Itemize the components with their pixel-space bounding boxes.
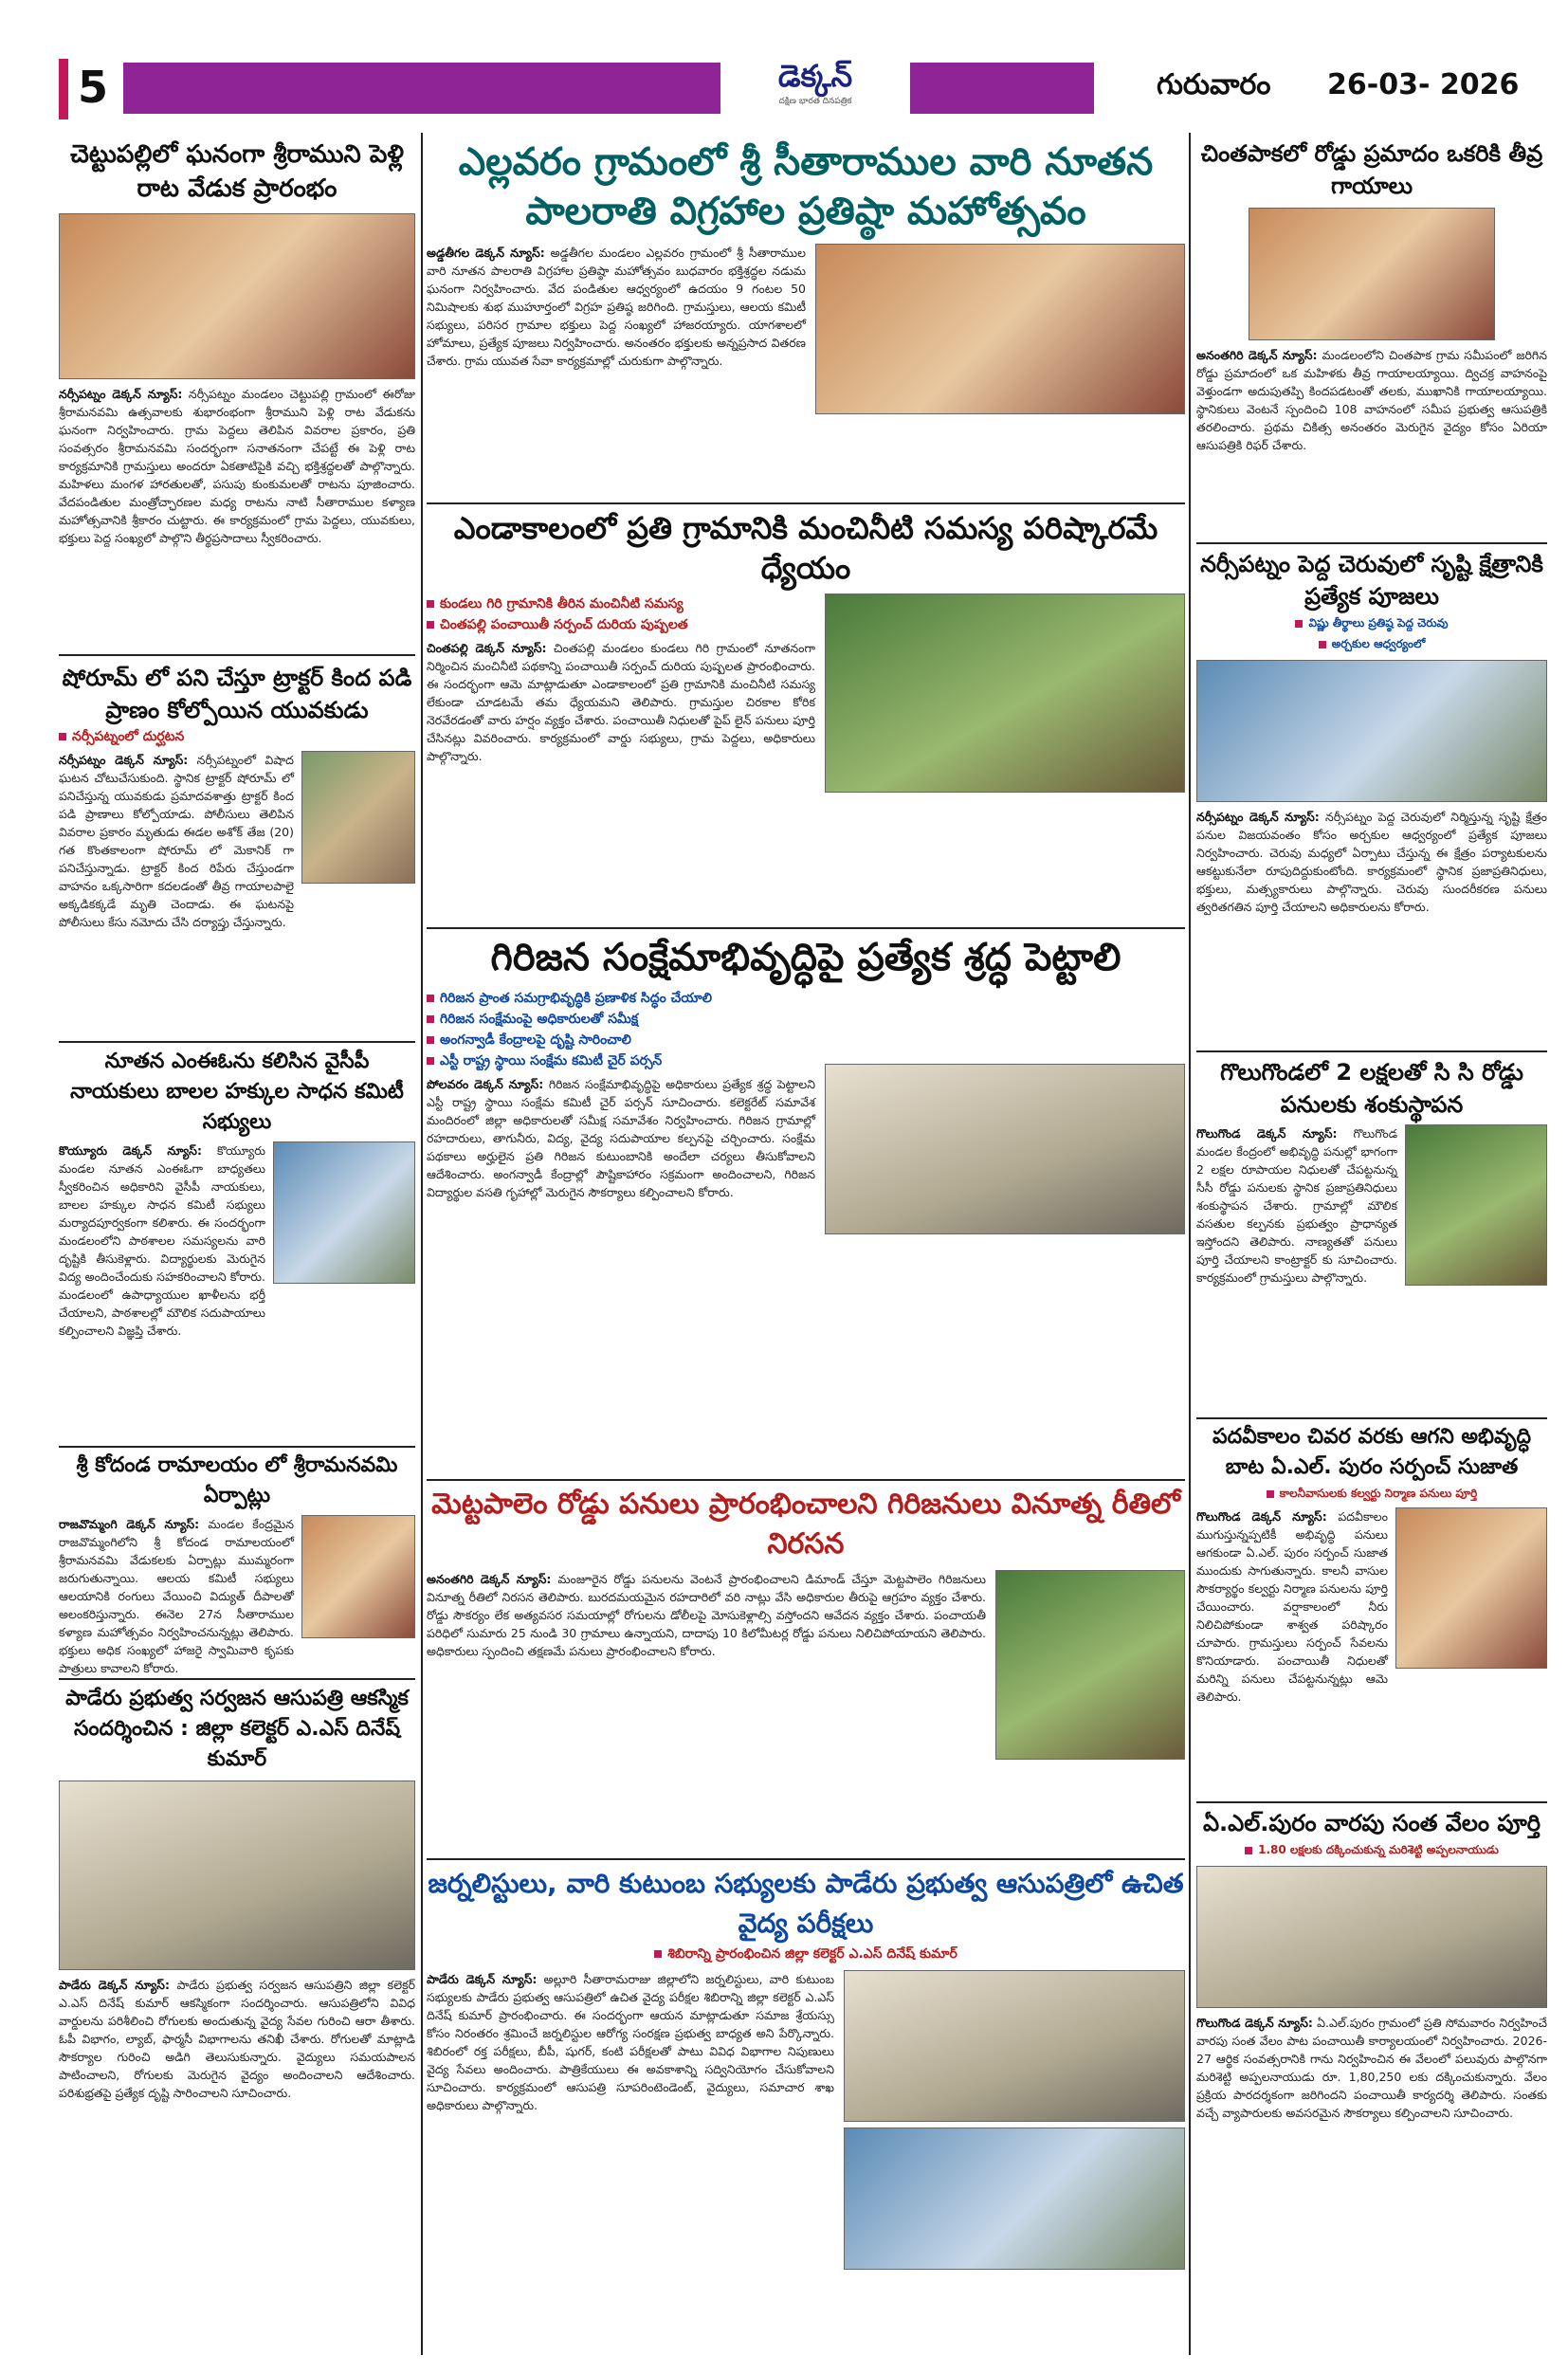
article-byline: గొలుగొండ డెక్కన్ న్యూస్: (1196, 1509, 1327, 1524)
article-subhead: 1.80 లక్షలకు దక్కించుకున్న మరిశెట్టి అప్పలనాయుడు (1196, 1839, 1547, 1860)
article-body: పదవీకాలం ముగుస్తున్నప్పటికీ అభివృద్ధి పనులు ఆగకుండా ఏ.ఎల్. పురం సర్పంచ్ సుజాత ముందుకు సాగుతున్నారు. కాలనీ వాసుల సౌకర్యార్థం కల్వర్టు నిర్మాణ పనులను పూర్తి చేయించారు. వర్షాకాలంలో నీరు నిలిచిపోకుండా శాశ్వత పరిష్కారం చూపారు. గ్రామస్తులు సర్పంచ్ సేవలను కొనియాడారు. పంచాయితీ నిధులతో మరిన్ని పనులు చేపట్టనున్నట్లు ఆమె తెలిపారు. (1196, 1509, 1388, 1704)
article-body: గిరిజన సంక్షేమాభివృద్ధిపై అధికారులు ప్రత్యేక శ్రద్ధ పెట్టాలని ఎస్టీ రాష్ట్ర స్థాయి సంక్షేమ కమిటీ చైర్ పర్సన్ సూచించారు. కలెక్టరేట్ సమావేశ మందిరంలో జిల్లా అధికారులతో సమీక్ష సమావేశం నిర్వహించారు. గిరిజన గ్రామాల్లో రహదారులు, తాగునీరు, విద్య, వైద్య సదుపాయాల కల్పనపై చర్చించారు. సంక్షేమ పథకాలు అర్హులైన ప్రతి గిరిజన కుటుంబానికి అందేలా చర్యలు తీసుకోవాలని ఆదేశించారు. అంగన్వాడీ కేంద్రాల్లో పౌష్టికాహారం సక్రమంగా అందించాలని, గిరిజన విద్యార్థుల వసతి గృహాల్లో మెరుగైన సౌకర్యాలు కల్పించాలని కోరారు. (427, 1077, 815, 1199)
article-divider (59, 1446, 415, 1448)
article (427, 137, 1185, 507)
article-photo (59, 1780, 415, 1970)
article-subhead: శిబిరాన్ని ప్రారంభించిన జిల్లా కలెక్టర్ ఎ.ఎస్ దినేష్ కుమార్ (427, 1944, 1185, 1964)
article-headline: జర్నలిస్టులు, వారి కుటుంబ సభ్యులకు పాడేరు ప్రభుత్వ ఆసుపత్రిలో ఉచిత వైద్య పరీక్షలు (428, 1868, 1184, 1939)
article-byline: పోలవరం డెక్కన్ న్యూస్: (427, 1077, 544, 1091)
article-headline: చెట్టుపల్లిలో ఘనంగా శ్రీరాముని పెళ్లి రాట వేడుక ప్రారంభం (70, 140, 404, 203)
article-divider (1196, 1050, 1547, 1052)
article-divider (427, 927, 1185, 929)
article-divider (427, 1479, 1185, 1481)
article-body: మండల కేంద్రమైన రాజవొమ్మంగిలోని శ్రీ కోదండ రామాలయంలో శ్రీరామనవమి వేడుకలకు ఏర్పాట్లు ముమ్మరంగా జరుగుతున్నాయి. ఆలయ కమిటీ సభ్యులు ఆలయానికి రంగులు వేయించి విద్యుత్ దీపాలతో అలంకరిస్తున్నారు. ఈనెల 27న సీతారాముల కళ్యాణ మహోత్సవం నిర్వహించనున్నట్లు తెలిపారు. భక్తులు అధిక సంఖ్యలో హాజరై స్వామివారి కృపకు పాత్రులు కావాలని కోరారు. (59, 1517, 294, 1675)
article-body: అడ్డతీగల మండలం ఎల్లవరం గ్రామంలో శ్రీ సీతారాముల వారి నూతన పాలరాతి విగ్రహాల ప్రతిష్ఠా మహోత్సవం బుధవారం భక్తిశ్రద్ధల నడుమ ఘనంగా నిర్వహించారు. వేద పండితుల ఆధ్వర్యంలో ఉదయం 9 గంటల 50 నిమిషాలకు శుభ ముహూర్తంలో విగ్రహ ప్రతిష్ఠ జరిగింది. గ్రామస్తులు, ఆలయ కమిటీ సభ్యులు, పరిసర గ్రామాల భక్తులు పెద్ద సంఖ్యలో హాజరయ్యారు. యాగశాలలో హోమాలు, ప్రత్యేక పూజలు నిర్వహించారు. అనంతరం భక్తులకు అన్నప్రసాద వితరణ చేశారు. గ్రామ యువత సేవా కార్యక్రమాల్లో చురుకుగా పాల్గొన్నారు. (427, 246, 806, 368)
article-headline: చింతపాకలో రోడ్డు ప్రమాదం ఒకరికి తీవ్ర గాయాలు (1200, 140, 1543, 199)
article (59, 662, 415, 1041)
article-body: మండలంలోని చింతపాక గ్రామ సమీపంలో జరిగిన రోడ్డు ప్రమాదంలో ఒక మహిళకు తీవ్ర గాయాలయ్యాయి. ద్విచక్ర వాహనంపై వెళ్తుండగా అదుపుతప్పి కిందపడటంతో తలకు, ముఖానికి గాయాలయ్యాయి. స్థానికులు వెంటనే స్పందించి 108 వాహనంలో సమీప ప్రభుత్వ ఆసుపత్రికి తరలించారు. ప్రథమ చికిత్స అనంతరం మెరుగైన వైద్యం కోసం ఏరియా ఆసుపత్రికి రిఫర్ చేశారు. (1196, 348, 1547, 452)
article-divider (59, 1041, 415, 1043)
paper-name: డెక్కన్ (777, 58, 853, 94)
article-body: గొలుగొండ మండల కేంద్రంలో అభివృద్ధి పనుల్లో భాగంగా 2 లక్షల రూపాయల నిధులతో చేపట్టనున్న సీసీ రోడ్డు పనులకు స్థానిక ప్రజాప్రతినిధులు శంకుస్థాపన చేశారు. గ్రామాల్లో మౌలిక వసతుల కల్పనకు ప్రభుత్వం ప్రాధాన్యత ఇస్తోందని తెలిపారు. నాణ్యతతో పనులు పూర్తి చేయాలని కాంట్రాక్టర్ కు సూచించారు. కార్యక్రమంలో గ్రామస్తులు పాల్గొన్నారు. (1196, 1126, 1397, 1285)
article (1196, 1422, 1547, 1801)
article-photo (995, 1570, 1185, 1760)
masthead-band (123, 63, 1094, 114)
article-body: చింతపల్లి మండలం కుండలు గిరి గ్రామంలో నూతనంగా నిర్మించిన మంచినీటి పథకాన్ని పంచాయితీ సర్పంచ్ దురియ పుష్పలత ప్రారంభించారు. ఈ సందర్భంగా ఆమె మాట్లాడుతూ ఎండాకాలంలో ప్రతి గ్రామానికి మంచినీటి సమస్య లేకుండా చూడటమే తమ ధ్యేయమని తెలిపారు. గ్రామస్తుల చిరకాల కోరిక నెరవేరడంతో వారు హర్షం వ్యక్తం చేశారు. పంచాయితీ నిధులతో పైప్ లైన్ పనులు పూర్తి చేసినట్లు వివరించారు. కార్యక్రమంలో వార్డు సభ్యులు, గ్రామ పెద్దలు, అధికారులు పాల్గొన్నారు. (427, 641, 816, 763)
article (1196, 1807, 1547, 2347)
article-byline: నర్సీపట్నం డెక్కన్ న్యూస్: (1196, 810, 1320, 824)
article (427, 933, 1185, 1483)
article-headline: ఏ.ఎల్.పురం వారపు సంత వేలం పూర్తి (1202, 1810, 1541, 1836)
article-byline: నర్సీపట్నం డెక్కన్ న్యూస్: (59, 387, 183, 401)
article-headline: పదవీకాలం చివర వరకు ఆగని అభివృద్ధి బాట ఏ.ఎల్. పురం సర్పంచ్ సుజాత (1212, 1425, 1531, 1479)
article-body: నర్సీపట్నంలో విషాద ఘటన చోటుచేసుకుంది. స్థానిక ట్రాక్టర్ షోరూమ్ లో పనిచేస్తున్న యువకుడు ప్రమాదవశాత్తు ట్రాక్టర్ కింద పడి ప్రాణాలు కోల్పోయాడు. పోలీసులు తెలిపిన వివరాల ప్రకారం మృతుడు ఈడల అశోక్ తేజ (20) గత కొంతకాలంగా షోరూమ్ లో మెకానిక్ గా పనిచేస్తున్నాడు. ట్రాక్టర్ కింద రిపేరు చేస్తుండగా వాహనం ఒక్కసారిగా కదలడంతో తీవ్ర గాయాలపాలై అక్కడికక్కడే మృతి చెందాడు. ఈ ఘటనపై పోలీసులు కేసు నమోదు చేసి దర్యాప్తు చేస్తున్నారు. (59, 753, 294, 929)
article-photo (301, 751, 415, 884)
column-rule (1189, 133, 1191, 2355)
article (427, 1864, 1185, 2347)
article-subhead: గిరిజన ప్రాంత సమగ్రాభివృద్ధికి ప్రణాళిక సిద్ధం చేయాలి (427, 988, 815, 1009)
article-headline: షోరూమ్ లో పని చేస్తూ ట్రాక్టర్ కింద పడి ప్రాణం కోల్పోయిన యువకుడు (62, 665, 412, 723)
article-byline: కొయ్యూరు డెక్కన్ న్యూస్: (59, 1143, 202, 1158)
article-byline: అడ్డతీగల డెక్కన్ న్యూస్: (427, 246, 545, 260)
article-divider (59, 654, 415, 656)
article-photo (1405, 1124, 1547, 1286)
article-subhead: అంగన్వాడీ కేంద్రాలపై దృష్టి సారించాలి (427, 1030, 815, 1050)
article (59, 1047, 415, 1445)
article-body: పాడేరు ప్రభుత్వ సర్వజన ఆసుపత్రిని జిల్లా కలెక్టర్ ఎ.ఎస్ దినేష్ కుమార్ ఆకస్మికంగా సందర్శించారు. ఆసుపత్రిలోని వివిధ వార్డులను పరిశీలించి రోగులకు అందుతున్న వైద్య సేవల గురించి ఆరా తీశారు. ఓపీ విభాగం, ల్యాబ్, ఫార్మసీ విభాగాలను తనిఖీ చేశారు. రోగులతో మాట్లాడి సౌకర్యాల గురించి అడిగి తెలుసుకున్నారు. వైద్యులు సమయపాలన పాటించాలని, రోగులకు మెరుగైన వైద్యం అందించాలని ఆదేశించారు. పరిశుభ్రతపై ప్రత్యేక దృష్టి సారించాలని సూచించారు. (59, 1978, 416, 2100)
article-body: అల్లూరి సీతారామరాజు జిల్లాలోని జర్నలిస్టులు, వారి కుటుంబ సభ్యులకు పాడేరు ప్రభుత్వ ఆసుపత్రిలో ఉచిత వైద్య పరీక్షల శిబిరాన్ని జిల్లా కలెక్టర్ ఎ.ఎస్ దినేష్ కుమార్ ప్రారంభించారు. ఈ సందర్భంగా ఆయన మాట్లాడుతూ సమాజ శ్రేయస్సు కోసం నిరంతరం శ్రమించే జర్నలిస్టుల ఆరోగ్య సంరక్షణ ప్రభుత్వ బాధ్యత అని పేర్కొన్నారు. శిబిరంలో రక్త పరీక్షలు, బీపీ, షుగర్, కంటి పరీక్షలతో పాటు వివిధ విభాగాల నిపుణులు వైద్య సేవలు అందించారు. పాత్రికేయులు ఈ అవకాశాన్ని సద్వినియోగం చేసుకోవాలని సూచించారు. కార్యక్రమంలో ఆసుపత్రి సూపరింటెండెంట్, వైద్యులు, సమాచార శాఖ అధికారులు పాల్గొన్నారు. (427, 1972, 834, 2112)
article-byline: చింతపల్లి డెక్కన్ న్యూస్: (427, 641, 547, 655)
article-byline: గొలుగొండ డెక్కన్ న్యూస్: (1196, 1126, 1338, 1141)
issue-day: గురువారం (1157, 68, 1271, 101)
issue-date: 26-03- 2026 (1327, 68, 1520, 101)
article-divider (427, 1858, 1185, 1860)
article-headline: మెట్టపాలెం రోడ్డు పనులు ప్రారంభించాలని గిరిజనులు వినూత్న రీతిలో నిరసన (431, 1488, 1180, 1561)
article-byline: పాడేరు డెక్కన్ న్యూస్: (59, 1978, 170, 1992)
article-photo (815, 244, 1185, 414)
article-subhead: ఎస్టీ రాష్ట్ర స్థాయి సంక్షేమ కమిటీ చైర్ పర్సన్ (427, 1050, 815, 1071)
article-headline: గిరిజన సంక్షేమాభివృద్ధిపై ప్రత్యేక శ్రద్ధ పెట్టాలి (490, 936, 1121, 979)
article-photo (1249, 208, 1495, 340)
article-photo (825, 594, 1185, 793)
article-divider (59, 1678, 415, 1680)
article-body: నర్సీపట్నం పెద్ద చెరువులో నిర్మిస్తున్న సృష్టి క్షేత్రం పనుల విజయవంతం కోసం అర్చకుల ఆధ్వర్యంలో ప్రత్యేక పూజలు నిర్వహించారు. చెరువు మధ్యలో ఏర్పాటు చేస్తున్న ఈ క్షేత్రం పర్యాటకులను ఆకట్టుకునేలా రూపుదిద్దుకుంటోంది. కార్యక్రమంలో స్థానిక ప్రజాప్రతినిధులు, భక్తులు, మత్స్యకారులు పాల్గొన్నారు. చెరువు సుందరీకరణ పనులు త్వరితగతిన పూర్తి చేయాలని అధికారులను కోరారు. (1196, 810, 1548, 914)
article-body: కొయ్యూరు మండల నూతన ఎంఈఓగా బాధ్యతలు స్వీకరించిన అధికారిని వైసీపీ నాయకులు, బాలల హక్కుల సాధన కమిటీ సభ్యులు మర్యాదపూర్వకంగా కలిశారు. ఈ సందర్భంగా మండలంలోని పాఠశాలల సమస్యలను వారి దృష్టికి తీసుకెళ్లారు. విద్యార్థులకు మెరుగైన విద్య అందించేందుకు సహకరించాలని కోరారు. మండలంలో ఉపాధ్యాయుల ఖాళీలను భర్తీ చేయాలని, పాఠశాలల్లో మౌలిక సదుపాయాలు కల్పించాలని విజ్ఞప్తి చేశారు. (59, 1143, 265, 1338)
article-divider (1196, 542, 1547, 544)
article-photo (825, 1064, 1185, 1234)
article-subhead: కుండలు గిరి గ్రామానికి తీరిన మంచినీటి సమస్య (427, 594, 815, 614)
article-photo (844, 1970, 1185, 2122)
article-subhead: అర్చకుల ఆధ్వర్యంలో (1196, 633, 1547, 654)
article-divider (1196, 1417, 1547, 1419)
article-photo (844, 2127, 1185, 2270)
article-photo (1395, 1507, 1547, 1669)
article-headline: గొలుగొండలో 2 లక్షలతో సి సి రోడ్డు పనులకు శంకుస్థాపన (1220, 1059, 1523, 1118)
article-divider (1196, 1801, 1547, 1803)
article (1196, 137, 1547, 536)
article-headline: నర్సీపట్నం పెద్ద చెరువులో సృష్టి క్షేత్రానికి ప్రత్యేక పూజలు (1200, 551, 1543, 610)
article (59, 1451, 415, 1678)
article-byline: అనంతగిరి డెక్కన్ న్యూస్: (1196, 348, 1318, 362)
article-body: మంజూరైన రోడ్డు పనులను వెంటనే ప్రారంభించాలని డిమాండ్ చేస్తూ మెట్టపాలెం గిరిజనులు వినూత్న రీతిలో నిరసన తెలిపారు. బురదమయమైన రహదారిలో వరి నాట్లు వేసి అధికారుల తీరుపై ఆగ్రహం వ్యక్తం చేశారు. రోడ్డు సౌకర్యం లేక అత్యవసర సమయాల్లో రోగులను డోలీలపై మోసుకెళ్లాల్సి వస్తోందని ఆవేదన వ్యక్తం చేశారు. పంచాయతీ పరిధిలో సుమారు 25 నుండి 30 గ్రామాలు ఉన్నాయని, దాదాపు 10 కిలోమీటర్ల రోడ్డు పనులు నిలిచిపోయాయని తెలిపారు. అధికారులు స్పందించి తక్షణమే పనులు ప్రారంభించాలని కోరారు. (427, 1572, 986, 1658)
article-divider (427, 502, 1185, 504)
article-body: ఏ.ఎల్.పురం గ్రామంలో ప్రతి సోమవారం నిర్వహించే వారపు సంత వేలం పాట పంచాయితీ కార్యాలయంలో నిర్వహించారు. 2026-27 ఆర్థిక సంవత్సరానికి గాను నిర్వహించిన ఈ వేలంలో పలువురు పాల్గొనగా మరిశెట్టి అప్పలనాయుడు రూ. 1,80,250 లకు దక్కించుకున్నారు. వేలం ప్రక్రియ పారదర్శకంగా జరిగిందని పంచాయితీ కార్యదర్శి తెలిపారు. సంతకు వచ్చే వ్యాపారులకు అవసరమైన సౌకర్యాలు కల్పించాలని సూచించారు. (1196, 2016, 1547, 2120)
article-subhead: కాలనీవాసులకు కల్వర్టు నిర్మాణ పనులు పూర్తి (1196, 1483, 1547, 1504)
article-photo (301, 1515, 415, 1638)
article-photo (273, 1141, 415, 1284)
paper-logo (720, 55, 910, 121)
article-byline: నర్సీపట్నం డెక్కన్ న్యూస్: (59, 753, 189, 767)
article-photo (1196, 660, 1547, 802)
article-subhead: నర్సీపట్నంలో దుర్ఘటన (59, 726, 415, 747)
article (1196, 1056, 1547, 1416)
article-headline: శ్రీ కోదండ రామాలయం లో శ్రీరామనవమి ఏర్పాట్లు (76, 1453, 398, 1507)
article-body: నర్సీపట్నం మండలం చెట్టుపల్లి గ్రామంలో ఈరోజు శ్రీరామనవమి ఉత్సవాలకు శుభారంభంగా శ్రీరాముని పెళ్లి రాట వేడుకను ఘనంగా నిర్వహించారు. గ్రామ పెద్దలు తెలిపిన వివరాల ప్రకారం, ప్రతి సంవత్సరం శ్రీరామనవమి సందర్భంగా సనాతనంగా చేపట్టే ఈ పెళ్లి రాట కార్యక్రమానికి గ్రామస్తులు అందరూ ఏకతాటిపైకి వచ్చి భక్తిశ్రద్ధలతో పాల్గొన్నారు. మహిళలు మంగళ హారతులతో, పసుపు కుంకుమలతో రాటను పూజించారు. వేదపండితుల మంత్రోచ్ఛారణల మధ్య రాటను నాటి సీతారాముల కళ్యాణ మహోత్సవానికి శ్రీకారం చుట్టారు. ఈ కార్యక్రమంలో గ్రామ పెద్దలు, యువకులు, భక్తులు పెద్ద సంఖ్యలో పాల్గొని తీర్థప్రసాదాలు స్వీకరించారు. (59, 387, 415, 545)
article-subhead: చింతపల్లి పంచాయితీ సర్పంచ్ దురియ పుష్పలత (427, 614, 815, 635)
page-number: 5 (59, 59, 116, 119)
article (427, 508, 1185, 925)
article-photo (1196, 1866, 1547, 2008)
article (59, 137, 415, 545)
article-headline: ఎండాకాలంలో ప్రతి గ్రామానికి మంచినీటి సమస్య పరిష్కారమే ధ్యేయం (453, 510, 1158, 586)
article-byline: రాజవొమ్మంగి డెక్కన్ న్యూస్: (59, 1517, 200, 1531)
article-headline: నూతన ఎంఈఓను కలిసిన వైసీపీ నాయకులు బాలల హక్కుల సాధన కమిటీ సభ్యులు (70, 1050, 404, 1134)
article-headline: ఎల్లవరం గ్రామంలో శ్రీ సీతారాముల వారి నూతన పాలరాతి విగ్రహాల ప్రతిష్ఠా మహోత్సవం (458, 140, 1154, 233)
article-byline: గొలుగొండ డెక్కన్ న్యూస్: (1196, 2016, 1313, 2030)
article-headline: పాడేరు ప్రభుత్వ సర్వజన ఆసుపత్రి ఆకస్మిక సందర్శించిన : జిల్లా కలెక్టర్ ఎ.ఎస్ దినేష్ కుమార్ (65, 1687, 409, 1771)
article (1196, 548, 1547, 1050)
article-byline: పాడేరు డెక్కన్ న్యూస్: (427, 1972, 538, 1986)
article-subhead: విష్ణు తీర్థాలు ప్రతిష్ఠ పెద్ద చెరువు (1196, 612, 1547, 633)
article-photo (59, 213, 415, 379)
article (427, 1485, 1185, 1864)
article (59, 1684, 415, 2347)
column-rule (421, 133, 423, 2355)
paper-tagline: దక్షిణ భారత దినపత్రిక (778, 97, 852, 106)
article-byline: అనంతగిరి డెక్కన్ న్యూస్: (427, 1572, 552, 1586)
article-subhead: గిరిజన సంక్షేమంపై అధికారులతో సమీక్ష (427, 1009, 815, 1030)
